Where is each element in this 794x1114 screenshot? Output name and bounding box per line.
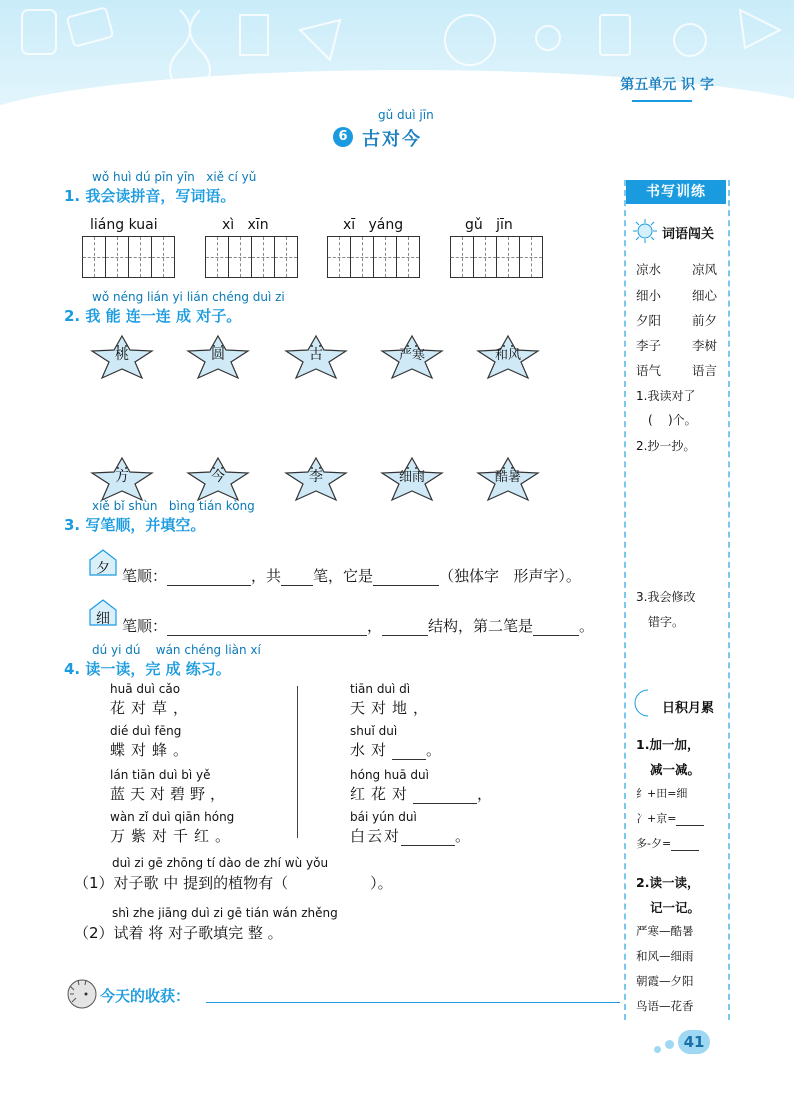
house-char-box <box>88 548 118 580</box>
star-card[interactable] <box>380 334 444 384</box>
text: 。 <box>579 617 595 635</box>
q3-pinyin: xiě bǐ shùn bìng tián kòng <box>92 499 255 513</box>
text: 多-夕= <box>636 837 672 850</box>
sb-q2: 2.抄一抄。 <box>636 439 696 453</box>
poem-line <box>350 825 472 846</box>
word: 语气 <box>636 363 662 378</box>
answer-blank[interactable] <box>392 745 426 760</box>
poem-pinyin: bái yún duì <box>350 810 417 824</box>
poem-pinyin: huā duì cǎo <box>110 682 181 696</box>
star-label: 细雨 <box>398 470 425 485</box>
pair-line: 严寒—酷暑 <box>636 924 694 938</box>
sidebar-section1-title: 词语闯关 <box>662 227 715 242</box>
pair-line: 和风—细雨 <box>636 949 694 963</box>
q3-line1 <box>122 565 581 586</box>
lesson-number-badge: 6 <box>333 127 353 147</box>
sub2-line: （2）试着 将 对子歌填完 整 。 <box>74 924 283 942</box>
star-label: 和风 <box>494 348 521 363</box>
poem-pinyin: wàn zǐ duì qiān hóng <box>110 810 235 824</box>
word: 凉风 <box>692 262 718 277</box>
calc-blank[interactable] <box>671 840 699 851</box>
house-char: 细 <box>96 611 110 627</box>
text: 红花对 <box>350 785 414 803</box>
hedgehog-icon <box>64 976 98 1010</box>
q1-item-pinyin: liáng kuai <box>90 217 158 233</box>
moon-icon <box>632 688 658 718</box>
star-label: 酷暑 <box>494 470 521 485</box>
house-char-box <box>88 598 118 630</box>
star-card[interactable] <box>284 334 348 384</box>
pair-line: 朝霞—夕阳 <box>636 974 694 988</box>
pair-line: 鸟语—花香 <box>636 999 694 1013</box>
star-card[interactable] <box>186 334 250 384</box>
sb-q3b: 错字。 <box>648 615 685 629</box>
unit-underline <box>632 100 692 102</box>
calc-line <box>636 835 699 851</box>
harvest-label: 今天的收获： <box>100 987 191 1005</box>
word: 语言 <box>692 363 718 378</box>
q1-item-pinyin: gǔ jīn <box>465 217 513 233</box>
star-card[interactable] <box>380 456 444 506</box>
star-label: 古 <box>309 347 323 363</box>
text: （独体字 形声字）。 <box>439 567 581 585</box>
sb2-q2b: 记一记。 <box>650 900 701 915</box>
answer-blank[interactable] <box>413 789 477 804</box>
poem-line: 万紫对千红。 <box>110 827 237 845</box>
sb2-q1: 1.加一加， <box>636 737 700 752</box>
text: 结构，第二笔是 <box>428 617 534 635</box>
word: 凉水 <box>636 262 662 277</box>
text: ）。 <box>370 874 393 892</box>
poem-line: 天对地， <box>350 699 435 717</box>
writing-grid[interactable] <box>450 236 543 278</box>
star-card[interactable] <box>284 456 348 506</box>
sb2-q1b: 减一减。 <box>650 762 701 777</box>
writing-grid[interactable] <box>327 236 420 278</box>
q4-pinyin: dú yi dú wán chéng liàn xí <box>92 643 261 657</box>
poem-pinyin: tiān duì dì <box>350 682 411 696</box>
poem-line <box>350 739 447 760</box>
q3-title: 3. 写笔顺，并填空。 <box>64 516 206 534</box>
dot-decor <box>654 1046 661 1053</box>
label: 笔顺： <box>122 567 168 585</box>
star-label: 李 <box>309 469 323 485</box>
sub2-pinyin: shì zhe jiāng duì zi gē tián wán zhěng <box>112 906 338 920</box>
stroke-count-blank[interactable] <box>281 571 313 586</box>
poem-pinyin: shuǐ duì <box>350 724 398 738</box>
word: 前夕 <box>692 313 718 328</box>
unit-title: 第五单元 识 字 <box>620 77 714 93</box>
stroke-order-blank[interactable] <box>167 571 251 586</box>
q2-pinyin: wǒ néng lián yi lián chéng duì zi <box>92 290 285 304</box>
second-stroke-blank[interactable] <box>533 621 579 636</box>
type-blank[interactable] <box>373 571 439 586</box>
sun-icon <box>632 218 658 244</box>
word: 细心 <box>692 288 718 303</box>
sidebar-header: 书写训练 <box>626 180 726 204</box>
star-label: 方 <box>115 469 129 485</box>
text: （1）对子歌 中 提到的植物有（ <box>74 874 289 892</box>
dot-decor <box>665 1040 674 1049</box>
lesson-title: 古对今 <box>362 129 422 150</box>
label: 笔顺： <box>122 617 168 635</box>
q1-title: 1. 我会读拼音，写词语。 <box>64 187 236 205</box>
sidebar-section2-title: 日积月累 <box>662 701 715 716</box>
star-label: 桃 <box>115 347 129 363</box>
poem-line <box>350 783 498 804</box>
poem-pinyin: lán tiān duì bì yě <box>110 768 211 782</box>
sub1-pinyin: duì zi gē zhōng tí dào de zhí wù yǒu <box>112 856 329 870</box>
text: 白云对 <box>350 827 402 845</box>
calc-blank[interactable] <box>676 815 704 826</box>
text: ， <box>477 785 499 803</box>
star-label: 今 <box>211 469 225 485</box>
column-divider <box>297 686 298 838</box>
text: 笔，它是 <box>313 567 374 585</box>
q1-pinyin: wǒ huì dú pīn yīn xiě cí yǔ <box>92 170 257 184</box>
star-label: 圆 <box>211 347 225 363</box>
page-number: 41 <box>678 1030 710 1054</box>
word: 夕阳 <box>636 313 662 328</box>
q2-title: 2. 我 能 连一连 成 对子。 <box>64 307 242 325</box>
lesson-pinyin: gǔ duì jīn <box>378 108 434 122</box>
text: 水对 <box>350 741 393 759</box>
poem-pinyin: hóng huā duì <box>350 768 429 782</box>
sb-q3: 3.我会修改 <box>636 590 696 604</box>
calc-line: 纟+田=细 <box>636 787 688 800</box>
structure-blank[interactable] <box>382 621 428 636</box>
star-label: 严寒 <box>398 348 425 363</box>
stroke-order-blank[interactable] <box>167 621 367 636</box>
text: ，共 <box>251 567 282 585</box>
text: 冫+京= <box>636 812 677 825</box>
text: ， <box>367 617 383 635</box>
poem-pinyin: dié duì fēng <box>110 724 182 738</box>
house-char: 夕 <box>96 561 110 577</box>
sub1-line <box>74 872 393 893</box>
harvest-line[interactable] <box>206 1002 620 1003</box>
calc-line <box>636 810 704 826</box>
sb-q1b[interactable]: ( )个。 <box>648 413 697 427</box>
text: 。 <box>455 827 473 845</box>
q1-item-pinyin: xī yáng <box>343 217 404 233</box>
word: 李树 <box>692 338 718 353</box>
writing-grid[interactable] <box>82 236 175 278</box>
poem-line: 蓝天对碧野， <box>110 785 231 803</box>
star-card[interactable] <box>476 334 540 384</box>
poem-line: 蝶对蜂。 <box>110 741 195 759</box>
q1-item-pinyin: xì xīn <box>222 217 269 233</box>
sb-q1: 1.我读对了 <box>636 389 696 403</box>
poem-line: 花对草， <box>110 699 195 717</box>
word: 细小 <box>636 288 662 303</box>
word: 李子 <box>636 338 662 353</box>
sb2-q2: 2.读一读， <box>636 875 700 890</box>
star-card[interactable] <box>90 334 154 384</box>
star-card[interactable] <box>476 456 540 506</box>
writing-grid[interactable] <box>205 236 298 278</box>
q3-line2 <box>122 615 594 636</box>
text: 。 <box>426 741 448 759</box>
answer-blank[interactable] <box>401 831 455 846</box>
q4-title: 4. 读一读，完 成 练习。 <box>64 660 231 678</box>
